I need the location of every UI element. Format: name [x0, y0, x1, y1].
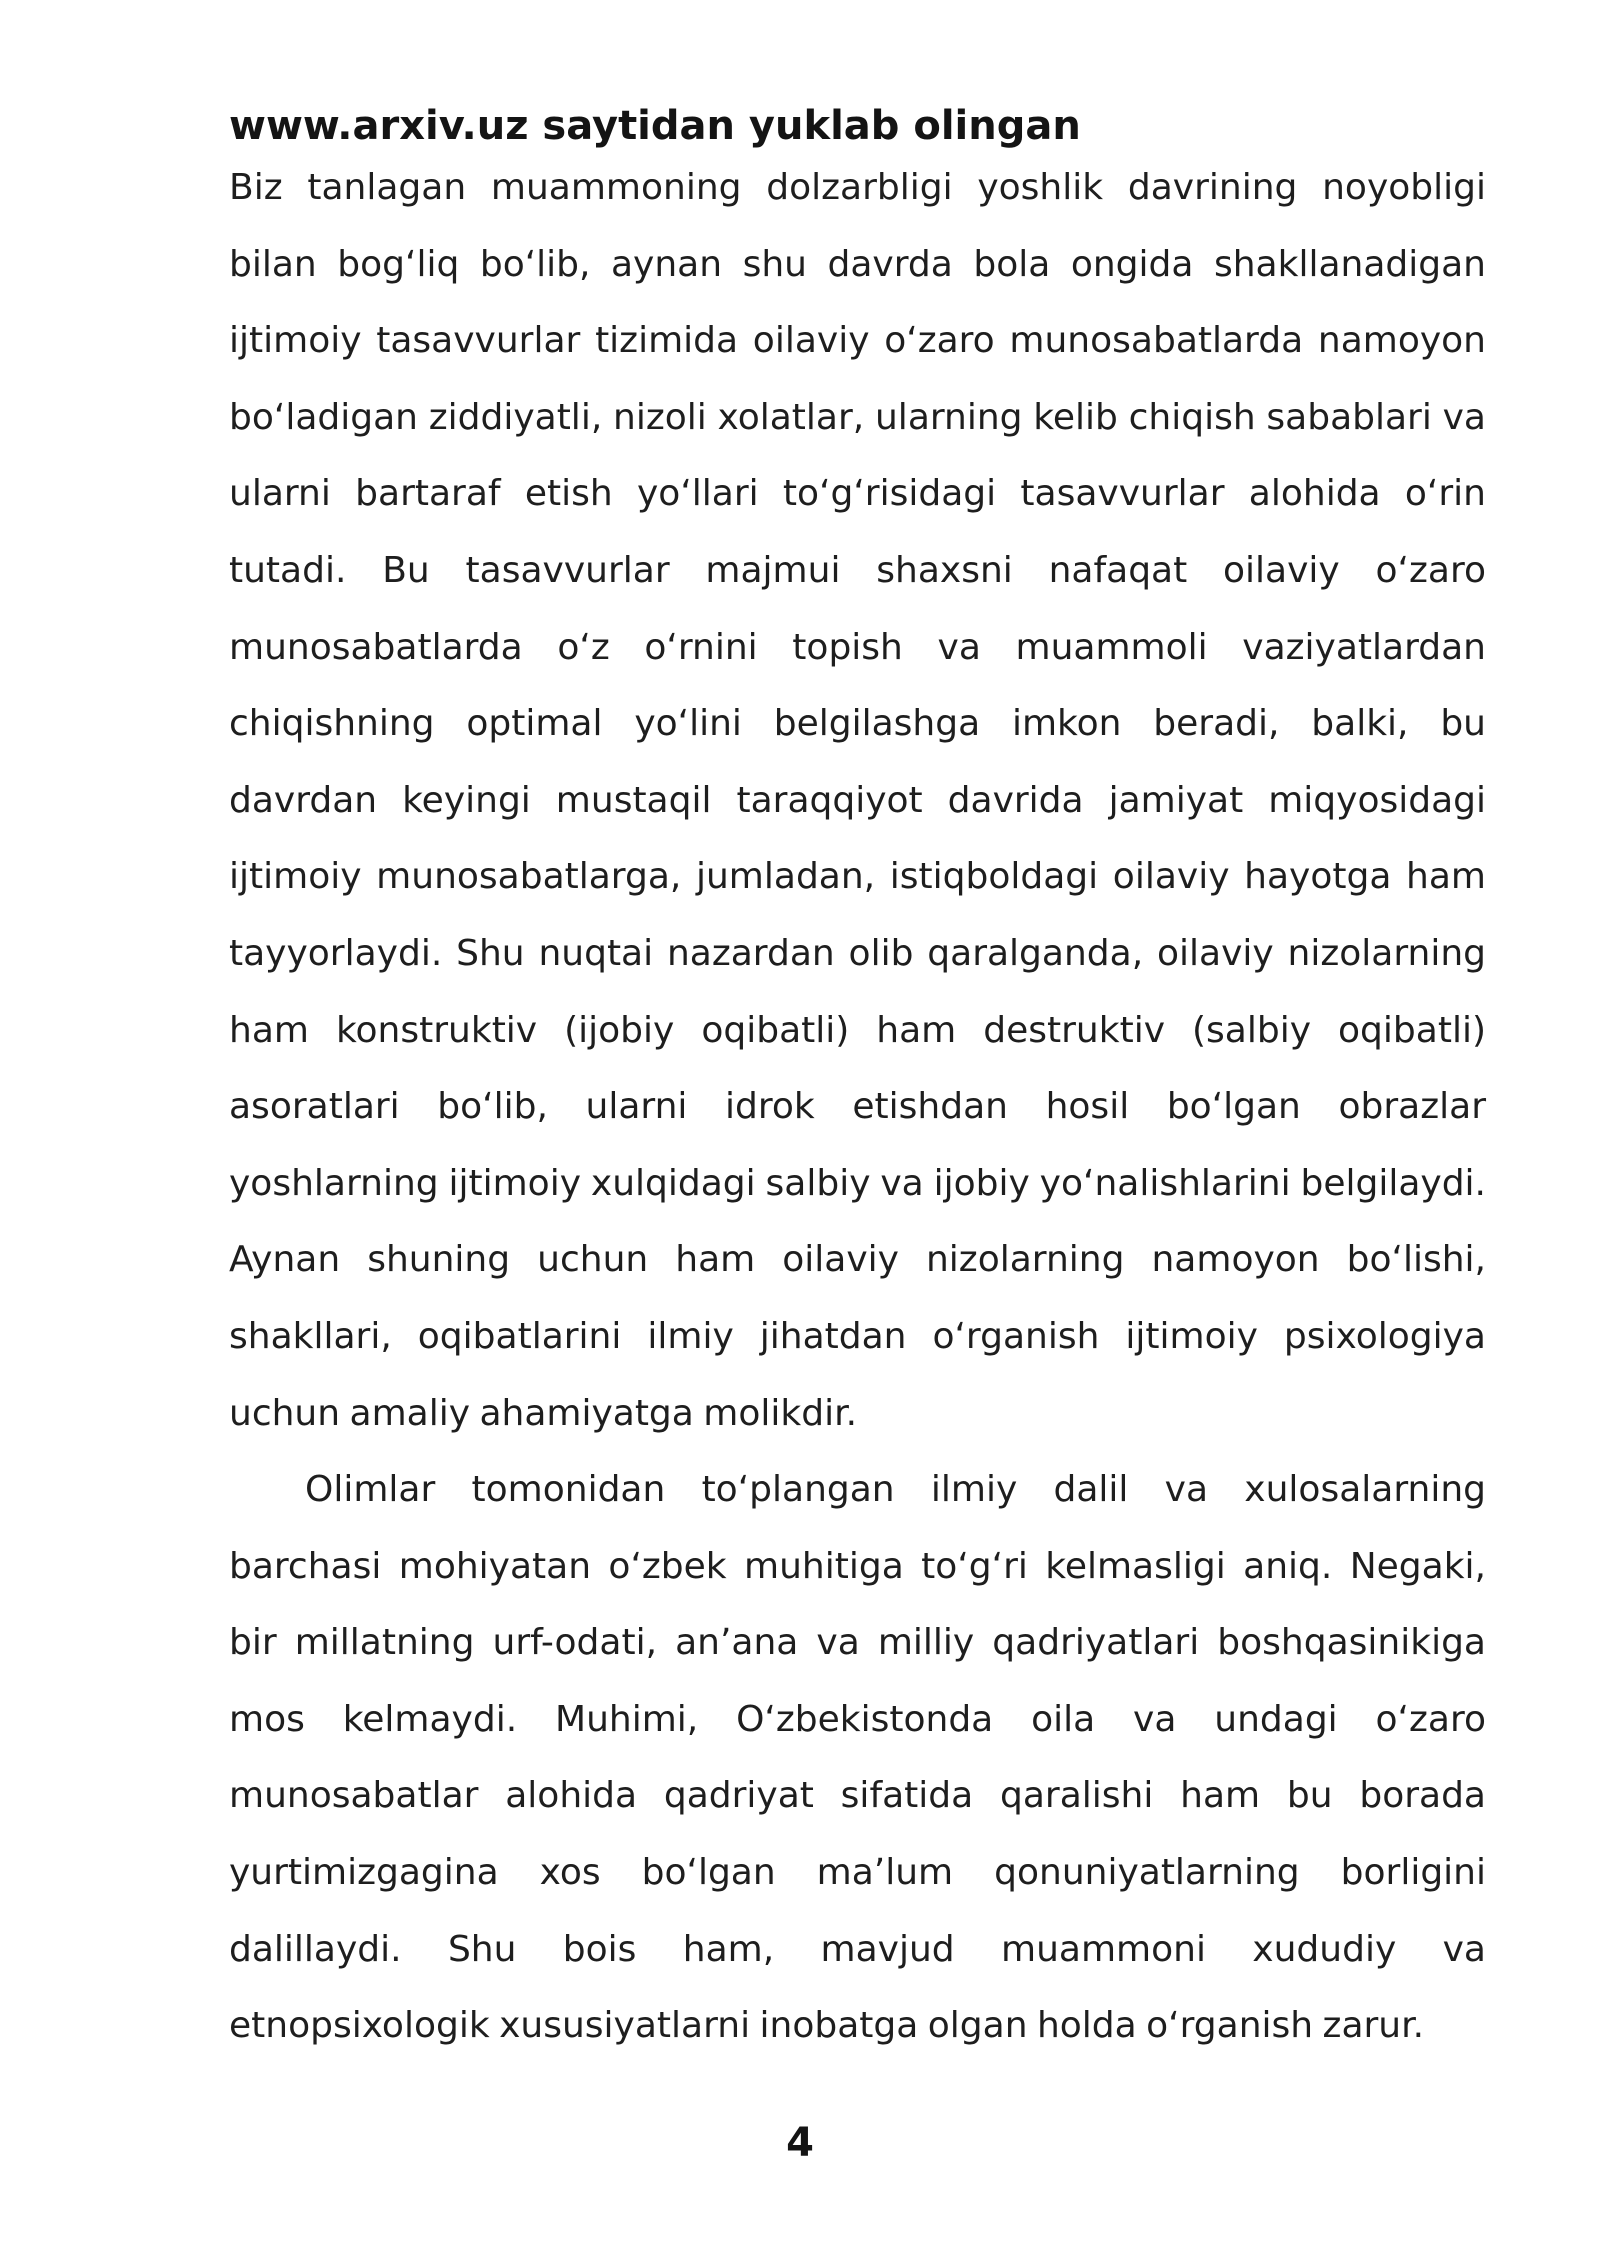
page-number: 4 — [786, 2120, 814, 2166]
paragraph-1: Biz tanlagan muammoning dolzarbligi yoshlik davrining noyobligi bilan bogʻliq boʻlib, aynan shu davrda bola ongida shakllanadigan ijtimoiy tasavvurlar tizimida oilaviy oʻzaro munosabatlarda namoyon boʻladigan ziddiyatli, nizoli xolatlar, ularning kelib chiqish sabablari va ularni bartaraf etish yoʻllari toʻgʻrisidagi tasavvurlar alohida oʻrin tutadi. Bu tasavvurlar majmui shaxsni nafaqat oilaviy oʻzaro munosabatlarda oʻz oʻrnini topish va muammoli vaziyatlardan chiqishning optimal yoʻlini belgilashga imkon beradi, balki, bu davrdan keyingi mustaqil taraqqiyot davrida jamiyat miqyosidagi ijtimoiy munosabatlarga, jumladan, istiqboldagi oilaviy hayotga ham tayyorlaydi. Shu nuqtai nazardan olib qaralganda, oilaviy nizolarning ham konstruktiv (ijobiy oqibatli) ham destruktiv (salbiy oqibatli) asoratlari boʻlib, ularni idrok etishdan hosil boʻlgan obrazlar yoshlarning ijtimoiy xulqidagi salbiy va ijobiy yoʻnalishlarini belgilaydi. Aynan shuning uchun ham oilaviy nizolarning namoyon boʻlishi, shakllari, oqibatlarini ilmiy jihatdan oʻrganish ijtimoiy psixologiya uchun amaliy ahamiyatga molikdir. — [229, 167, 1486, 1434]
source-header: www.arxiv.uz saytidan yuklab olingan — [229, 103, 1081, 149]
body-text — [229, 150, 1486, 2065]
paragraph-2: Olimlar tomonidan toʻplangan ilmiy dalil va xulosalarning barchasi mohiyatan oʻzbek muhitiga toʻgʻri kelmasligi aniq. Negaki, bir millatning urf-odati, anʼana va milliy qadriyatlari boshqasinikiga mos kelmaydi. Muhimi, Oʻzbekistonda oila va undagi oʻzaro munosabatlar alohida qadriyat sifatida qaralishi ham bu borada yurtimizgagina xos boʻlgan maʼlum qonuniyatlarning borligini dalillaydi. Shu bois ham, mavjud muammoni xududiy va etnopsixologik xususiyatlarni inobatga olgan holda oʻrganish zarur. — [229, 1469, 1486, 2047]
